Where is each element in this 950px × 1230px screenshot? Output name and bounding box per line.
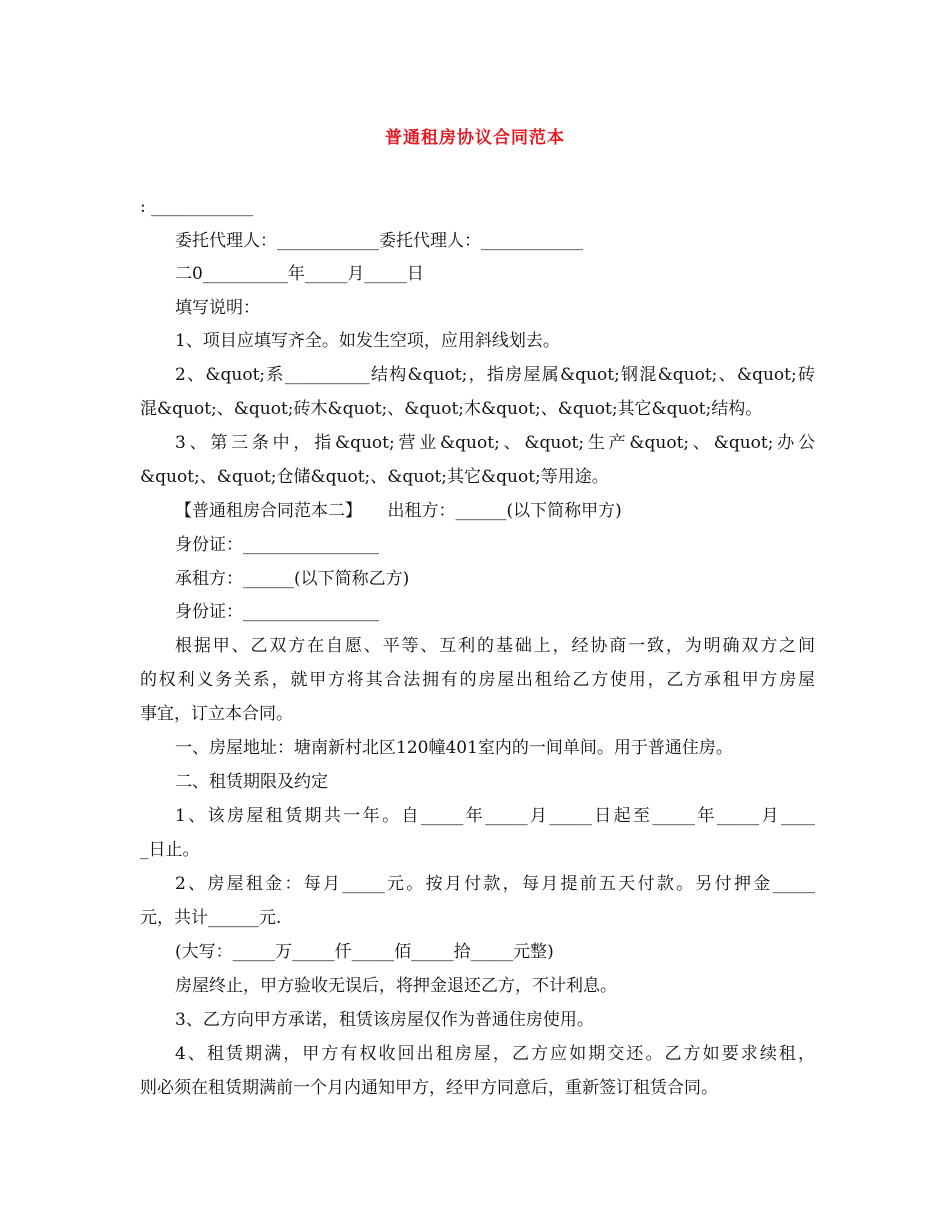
clause-address: 一、房屋地址：塘南新村北区120幢401室内的一间单间。用于普通住房。 — [175, 738, 733, 758]
lessee-line: 承租方：______(以下简称乙方) — [175, 569, 410, 589]
clause-rent-line-1: 2、房屋租金：每月_____元。按月付款，每月提前五天付款。另付押金_____ — [175, 874, 815, 894]
clause-term-1-line-1: 1、该房屋租赁期共一年。自_____年_____月_____日起至_____年_____月____ — [175, 806, 815, 826]
clause-renewal-line-1: 4、租赁期满，甲方有权收回出租房屋，乙方应如期交还。乙方如要求续租， — [175, 1044, 815, 1064]
date-line: 二0__________年_____月_____日 — [175, 264, 424, 284]
preamble-line-3: 事宜，订立本合同。 — [140, 704, 293, 724]
clause-renewal-line-2: 则必须在租赁期满前一个月内通知甲方，经甲方同意后，重新签订租赁合同。 — [140, 1078, 718, 1098]
instruction-2-line-1: 2、&quot;系__________结构&quot;，指房屋属&quot;钢混&quot;、&quot;砖 — [175, 365, 815, 385]
instruction-3-line-2: &quot;、&quot;仓储&quot;、&quot;其它&quot;等用途。 — [140, 467, 609, 487]
clause-term-1-line-2: _日止。 — [140, 840, 200, 860]
instruction-3-line-1: 3、第三条中，指&quot;营业&quot;、&quot;生产&quot;、&quot;办公 — [175, 433, 815, 453]
preamble-line-2: 的权利义务关系，就甲方将其合法拥有的房屋出租给乙方使用，乙方承租甲方房屋 — [140, 670, 815, 690]
instruction-2-line-2: 混&quot;、&quot;砖木&quot;、&quot;木&quot;、&quot;其它&quot;结构。 — [140, 399, 763, 419]
instructions-heading: 填写说明： — [175, 298, 260, 318]
lessor-id-line: 身份证：________________ — [175, 535, 379, 555]
instruction-1: 1、项目应填写齐全。如发生空项，应用斜线划去。 — [175, 331, 560, 351]
clause-term-heading: 二、租赁期限及约定 — [175, 772, 328, 792]
signature-line: : ____________ — [140, 197, 254, 217]
section-two-heading: 【普通租房合同范本二】 出租方：______(以下简称甲方) — [175, 501, 622, 521]
agent-line: 委托代理人：____________委托代理人：____________ — [175, 231, 583, 251]
lessee-id-line: 身份证：________________ — [175, 602, 379, 622]
preamble-line-1: 根据甲、乙双方在自愿、平等、互利的基础上，经协商一致，为明确双方之间 — [175, 636, 815, 656]
clause-use: 3、乙方向甲方承诺，租赁该房屋仅作为普通住房使用。 — [175, 1010, 594, 1030]
document-title: 普通租房协议合同范本 — [385, 128, 565, 148]
clause-rent-capital: (大写：_____万_____仟_____佰_____拾_____元整) — [175, 942, 554, 962]
clause-rent-line-2: 元，共计______元. — [140, 908, 282, 928]
clause-deposit-return: 房屋终止，甲方验收无误后，将押金退还乙方，不计利息。 — [175, 976, 617, 996]
